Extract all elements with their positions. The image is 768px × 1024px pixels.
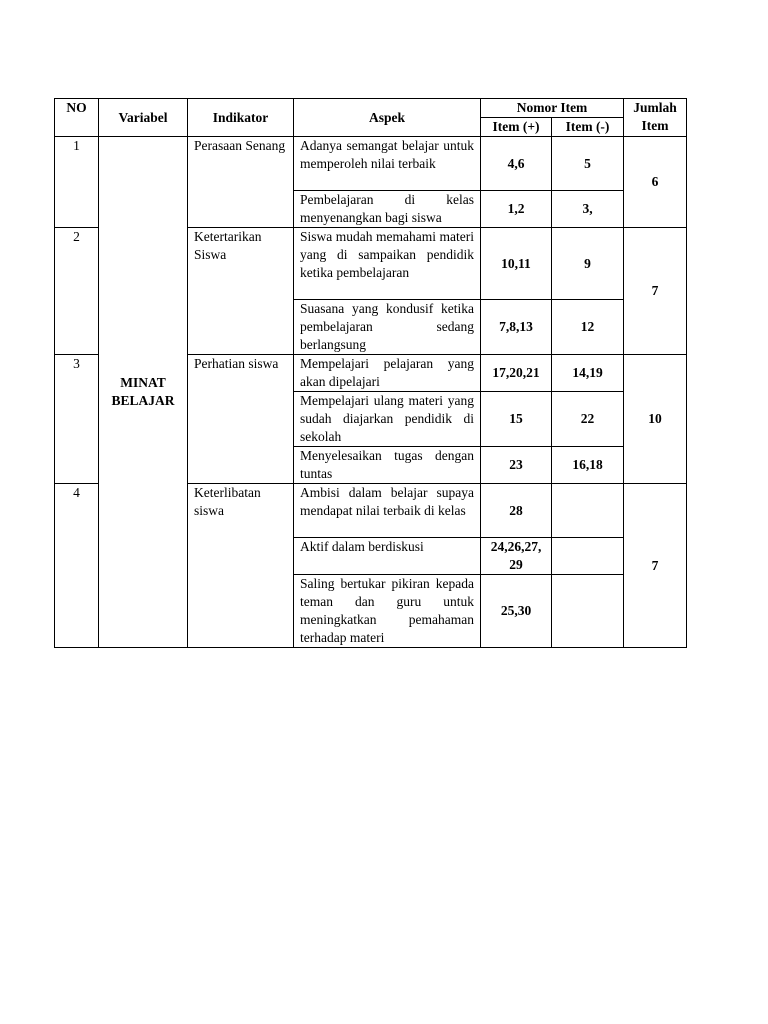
aspek-cell: Siswa mudah memahami materi yang di sampaikan pendidik ketika pembelajaran [294, 228, 481, 300]
row-number: 1 [55, 137, 99, 228]
item-minus-cell: 16,18 [552, 447, 624, 484]
item-minus-cell [552, 538, 624, 575]
item-plus-cell: 10,11 [481, 228, 552, 300]
item-minus-cell: 5 [552, 137, 624, 191]
item-minus-cell: 3, [552, 191, 624, 228]
variabel-cell: MINAT BELAJAR [99, 137, 188, 648]
aspek-cell: Aktif dalam berdiskusi [294, 538, 481, 575]
aspek-cell: Saling bertukar pikiran kepada teman dan guru untuk meningkatkan pemahaman terhadap materi [294, 575, 481, 648]
item-plus-cell: 28 [481, 484, 552, 538]
aspek-cell: Adanya semangat belajar untuk memperoleh nilai terbaik [294, 137, 481, 191]
header-aspek: Aspek [294, 99, 481, 137]
jumlah-cell: 7 [624, 228, 687, 355]
header-item-plus: Item (+) [481, 118, 552, 137]
item-minus-cell: 22 [552, 392, 624, 447]
item-plus-cell: 17,20,21 [481, 355, 552, 392]
item-minus-cell [552, 575, 624, 648]
header-jumlah-item: Jumlah Item [624, 99, 687, 137]
indikator-cell: Ketertarikan Siswa [188, 228, 294, 355]
aspek-cell: Pembelajaran di kelas menyenangkan bagi siswa [294, 191, 481, 228]
indikator-cell: Perasaan Senang [188, 137, 294, 228]
row-number: 3 [55, 355, 99, 484]
aspek-cell: Mempelajari pelajaran yang akan dipelajari [294, 355, 481, 392]
item-minus-cell: 12 [552, 300, 624, 355]
item-minus-cell: 14,19 [552, 355, 624, 392]
table-body [55, 137, 687, 648]
item-plus-cell: 7,8,13 [481, 300, 552, 355]
item-plus-cell: 4,6 [481, 137, 552, 191]
jumlah-cell: 7 [624, 484, 687, 648]
indikator-cell: Perhatian siswa [188, 355, 294, 484]
instrument-table [54, 98, 687, 648]
table-row [55, 137, 687, 191]
header-nomor-item: Nomor Item [481, 99, 624, 118]
item-plus-cell: 24,26,27, 29 [481, 538, 552, 575]
item-plus-cell: 15 [481, 392, 552, 447]
item-plus-cell: 23 [481, 447, 552, 484]
row-number: 4 [55, 484, 99, 648]
header-row-top [55, 99, 687, 118]
item-plus-cell: 1,2 [481, 191, 552, 228]
jumlah-cell: 6 [624, 137, 687, 228]
row-number: 2 [55, 228, 99, 355]
header-item-minus: Item (-) [552, 118, 624, 137]
header-indikator: Indikator [188, 99, 294, 137]
header-no: NO [55, 99, 99, 137]
item-minus-cell: 9 [552, 228, 624, 300]
item-plus-cell: 25,30 [481, 575, 552, 648]
header-variabel: Variabel [99, 99, 188, 137]
item-minus-cell [552, 484, 624, 538]
aspek-cell: Mempelajari ulang materi yang sudah diajarkan pendidik di sekolah [294, 392, 481, 447]
jumlah-cell: 10 [624, 355, 687, 484]
aspek-cell: Menyelesaikan tugas dengan tuntas [294, 447, 481, 484]
table-header [55, 99, 687, 137]
aspek-cell: Ambisi dalam belajar supaya mendapat nilai terbaik di kelas [294, 484, 481, 538]
aspek-cell: Suasana yang kondusif ketika pembelajaran sedang berlangsung [294, 300, 481, 355]
indikator-cell: Keterlibatan siswa [188, 484, 294, 648]
